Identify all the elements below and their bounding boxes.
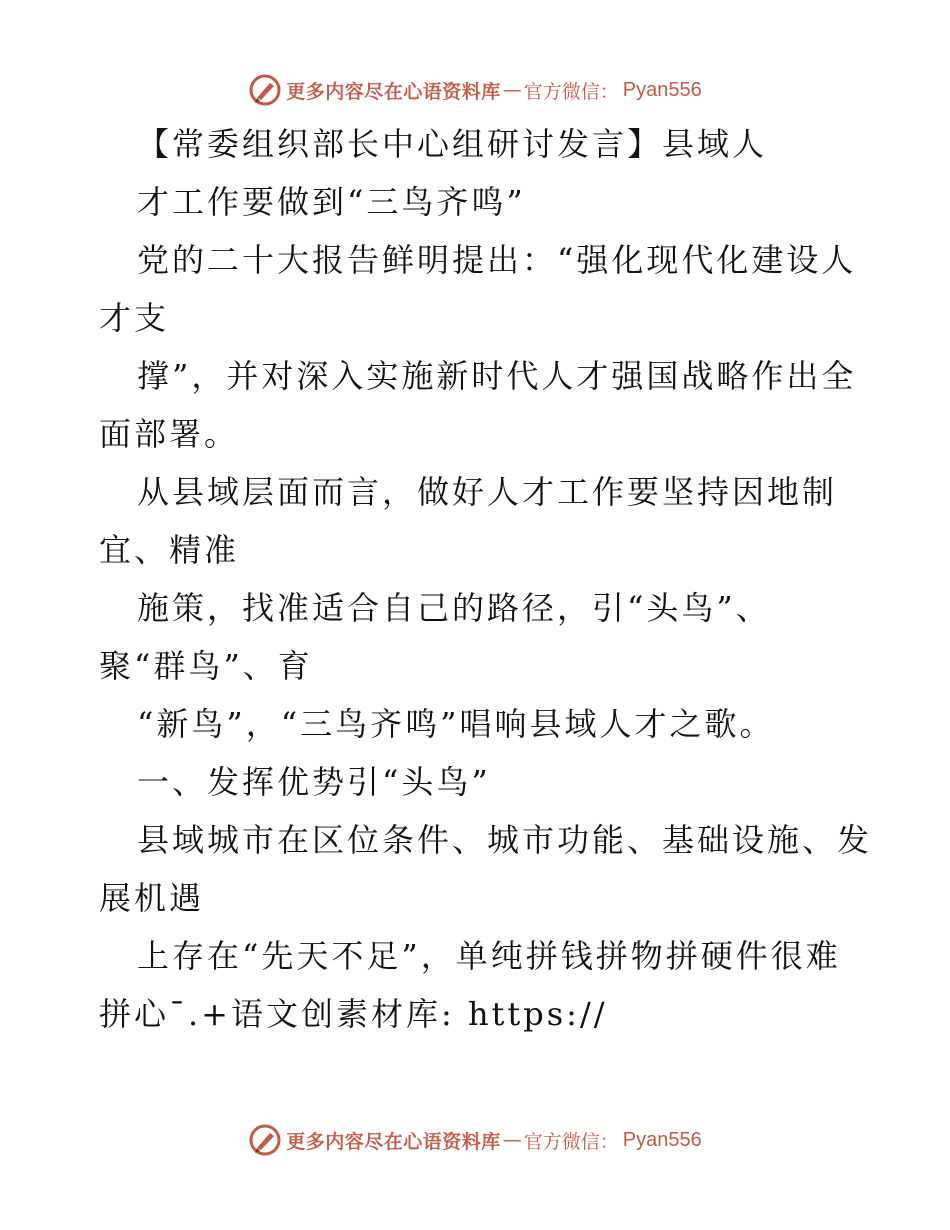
doc-line: 从县域层面而言，做好人才工作要坚持因地制 <box>137 473 838 511</box>
doc-line: 拼心¯.+语文创素材库: https:// <box>99 995 608 1033</box>
doc-line: “新鸟”，“三鸟齐鸣”唱响县域人才之歌。 <box>137 705 775 743</box>
doc-line: 上存在“先天不足”，单纯拼钱拼物拼硬件很难 <box>137 937 841 975</box>
doc-line: 面部署。 <box>99 415 240 453</box>
banner-text: 更多内容尽在心语资料库 <box>286 80 501 103</box>
pen-logo-icon <box>248 1123 282 1157</box>
wechat-label: 官方微信： <box>523 80 619 103</box>
doc-line: 【常委组织部长中心组研讨发言】县域人 <box>137 125 768 163</box>
doc-line: 施策，找准适合自己的路径，引“头鸟”、 <box>137 589 771 627</box>
doc-line: 宜、精准 <box>99 531 240 569</box>
wechat-id: Pyan556 <box>622 78 702 101</box>
pen-logo-icon <box>248 73 282 107</box>
banner-separator: — <box>502 79 522 101</box>
banner-text: 更多内容尽在心语资料库 <box>286 1130 501 1153</box>
doc-line: 聚“群鸟”、育 <box>99 647 313 685</box>
doc-line: 展机遇 <box>99 879 205 917</box>
doc-line: 撑”，并对深入实施新时代人才强国战略作出全 <box>137 357 857 395</box>
doc-line: 才工作要做到“三鸟齐鸣” <box>137 183 526 221</box>
wechat-id: Pyan556 <box>622 1128 702 1151</box>
section-heading: 一、发挥优势引“头鸟” <box>137 763 491 801</box>
wechat-label: 官方微信： <box>523 1130 619 1153</box>
doc-line: 党的二十大报告鲜明提出：“强化现代化建设人 <box>137 241 857 279</box>
banner-separator: — <box>502 1129 522 1151</box>
doc-line: 县域城市在区位条件、城市功能、基础设施、发 <box>137 821 873 859</box>
doc-line: 才支 <box>99 299 170 337</box>
footer-banner <box>0 1120 950 1160</box>
header-banner <box>0 70 950 110</box>
